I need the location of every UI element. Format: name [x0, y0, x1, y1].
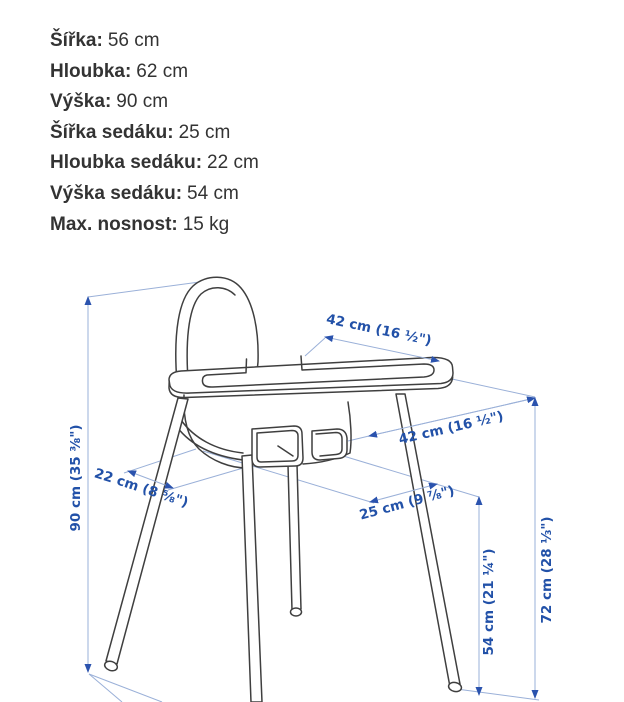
spec-value: 15 kg [182, 213, 230, 235]
spec-value: 54 cm [187, 182, 239, 204]
seat-left-side [184, 395, 247, 468]
dim-label-seat-depth-22: 22 cm (8 ⅝") [92, 465, 191, 511]
dimension-labels [68, 311, 555, 655]
leg-back-center [288, 464, 301, 610]
spec-value: 62 cm [136, 60, 189, 82]
spec-label: Hloubka: [50, 60, 132, 82]
dim-label-seat-width-25: 25 cm (9 ⅞") [357, 482, 457, 524]
spec-value: 90 cm [116, 91, 169, 113]
leg-front-center [242, 455, 262, 702]
spec-label: Výška sedáku: [50, 182, 183, 204]
spec-label: Výška: [50, 91, 112, 113]
dim-label-tray-height-72: 72 cm (28 ⅓") [539, 516, 555, 624]
spec-value: 56 cm [107, 30, 160, 51]
spec-label: Hloubka sedáku: [50, 152, 203, 174]
spec-value: 22 cm [207, 152, 259, 174]
spec-label: Šířka sedáku: [50, 121, 174, 143]
dim-label-height-90: 90 cm (35 ⅜") [68, 424, 84, 532]
dim-label-tray-width-top: 42 cm (16 ½") [324, 311, 433, 350]
foot-cap-back [291, 608, 302, 616]
spec-label: Max. nosnost: [50, 213, 178, 235]
leg-front-left [106, 398, 188, 664]
spec-value: 25 cm [178, 121, 231, 143]
dim-label-seat-height-54: 54 cm (21 ¼") [481, 548, 497, 656]
dim-label-tray-depth-right: 42 cm (16 ½") [397, 408, 506, 448]
spec-label: Šířka: [50, 30, 103, 51]
